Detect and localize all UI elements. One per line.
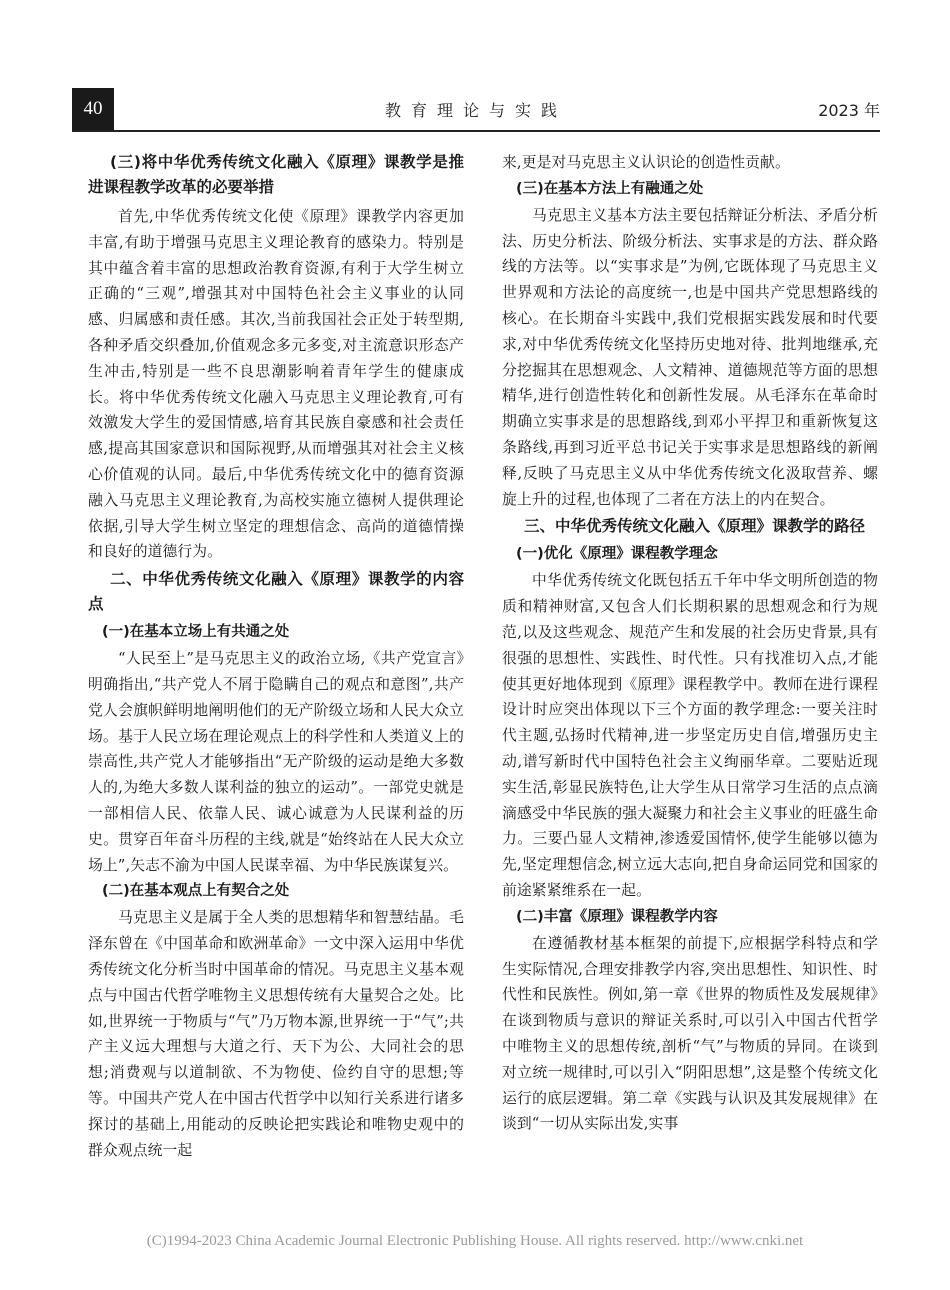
- part-heading: 三、中华优秀传统文化融入《原理》课教学的路径: [524, 517, 866, 536]
- body-paragraph-continued: 来,更是对马克思主义认识论的创造性贡献。: [502, 154, 790, 171]
- copyright-footer: (C)1994-2023 China Academic Journal Electronic Publishing House. All rights reserved. http://www.cnki.net: [146, 1233, 804, 1249]
- body-paragraph: “人民至上”是马克思主义的政治立场,《共产党宣言》明确指出,“共产党人不屑于隐瞒自己的观点和意图”,共产党人会旗帜鲜明地阐明他们的无产阶级立场和人民大众立场。基于人民立场在理论观点上的科学性和人类道义上的崇高性,共产党人才能够指出“无产阶级的运动是绝大多数人的,为绝大多数人谋利益的独立的运动”。一部党史就是一部相信人民、依靠人民、诚心诚意为人民谋利益的历史。贯穿百年奋斗历程的主线,就是“始终站在人民大众立场上”,矢志不渝为中国人民谋幸福、为中华民族谋复兴。: [88, 650, 464, 874]
- journal-title: 教育理论与实践: [384, 101, 567, 120]
- body-paragraph: 首先,中华优秀传统文化使《原理》课教学内容更加丰富,有助于增强马克思主义理论教育的感染力。特别是其中蕴含着丰富的思想政治教育资源,有利于大学生树立正确的“三观”,增强其对中国特色社会主义事业的认同感、归属感和责任感。其次,当前我国社会正处于转型期,各种矛盾交织叠加,价值观念多元多变,对主流意识形态产生冲击,特别是一些不良思潮影响着青年学生的健康成长。将中华优秀传统文化融入马克思主义理论教育,可有效激发大学生的爱国情感,培育其民族自豪感和社会责任感,提高其国家意识和国际视野,从而增强其对社会主义核心价值观的认同。最后,中华优秀传统文化中的德育资源融入马克思主义理论教育,为高校实施立德树人提供理论依据,引导大学生树立坚定的理想信念、高尚的道德情操和良好的道德行为。: [88, 208, 464, 561]
- right-column: [502, 150, 878, 1139]
- subsection-heading: (一)优化《原理》课程教学理念: [516, 546, 718, 563]
- body-paragraph: 马克思主义基本方法主要包括辩证分析法、矛盾分析法、历史分析法、阶级分析法、实事求是的方法、群众路线的方法等。以“实事求是”为例,它既体现了马克思主义世界观和方法论的高度统一,也是中国共产党思想路线的核心。在长期奋斗实践中,我们党根据实践发展和时代要求,对中华优秀传统文化坚持历史地对待、批判地继承,充分挖掘其在思想观念、人文精神、道德规范等方面的思想精华,进行创造性转化和创新性发展。从毛泽东在革命时期确立实事求是的思想路线,到邓小平捍卫和重新恢复这条路线,再到习近平总书记关于实事求是思想路线的新阐释,反映了马克思主义从中华优秀传统文化汲取营养、螺旋上升的过程,也体现了二者在方法上的内在契合。: [502, 206, 878, 508]
- publication-year: 2023 年: [818, 101, 880, 120]
- running-header: [72, 88, 880, 132]
- page-number: 40: [72, 88, 114, 130]
- body-paragraph: 中华优秀传统文化既包括五千年中华文明所创造的物质和精神财富,又包含人们长期积累的思想观念和行为规范,以及这些观念、规范产生和发展的社会历史背景,具有很强的思想性、实践性、时代性。只有找准切入点,才能使其更好地体现到《原理》课程教学中。教师在进行课程设计时应突出体现以下三个方面的教学理念:一要关注时代主题,弘扬时代精神,进一步坚定历史自信,增强历史主动,谱写新时代中国特色社会主义绚丽华章。二要贴近现实生活,彰显民族特色,让大学生从日常学习生活的点点滴滴感受中华民族的强大凝聚力和社会主义事业的旺盛生命力。三要凸显人文精神,渗透爱国情怀,使学生能够以德为先,坚定理想信念,树立远大志向,把自身命运同党和国家的前途紧紧维系在一起。: [502, 572, 878, 899]
- subsection-heading: (二)在基本观点上有契合之处: [102, 883, 290, 900]
- part-heading: 二、中华优秀传统文化融入《原理》课教学的内容点: [88, 570, 464, 614]
- body-paragraph: 在遵循教材基本框架的前提下,应根据学科特点和学生实际情况,合理安排教学内容,突出思想性、知识性、时代性和民族性。例如,第一章《世界的物质性及发展规律》在谈到物质与意识的辩证关系时,可以引入中国古代哲学中唯物主义的思想传统,剖析“气”与物质的异同。在谈到对立统一规律时,可以引入“阴阳思想”,这是整个传统文化运行的底层逻辑。第二章《实践与认识及其发展规律》在谈到“一切从实际出发,实事: [502, 934, 878, 1133]
- subsection-heading: (三)在基本方法上有融通之处: [516, 180, 704, 197]
- subsection-heading: (二)丰富《原理》课程教学内容: [516, 908, 718, 925]
- section-heading: (三)将中华优秀传统文化融入《原理》课教学是推进课程教学改革的必要举措: [88, 153, 464, 196]
- left-column: [88, 150, 464, 1165]
- body-paragraph: 马克思主义是属于全人类的思想精华和智慧结晶。毛泽东曾在《中国革命和欧洲革命》一文中深入运用中华优秀传统文化分析当时中国革命的情况。马克思主义基本观点与中国古代哲学唯物主义思想传统有大量契合之处。比如,世界统一于物质与“气”乃万物本源,世界统一于“气”;共产主义远大理想与大道之行、天下为公、大同社会的思想;消费观与以道制欲、不为物使、俭约自守的思想;等等。中国共产党人在中国古代哲学中以知行关系进行诸多探讨的基础上,用能动的反映论把实践论和唯物史观中的群众观点统一起: [88, 909, 464, 1159]
- subsection-heading: (一)在基本立场上有共通之处: [102, 624, 290, 641]
